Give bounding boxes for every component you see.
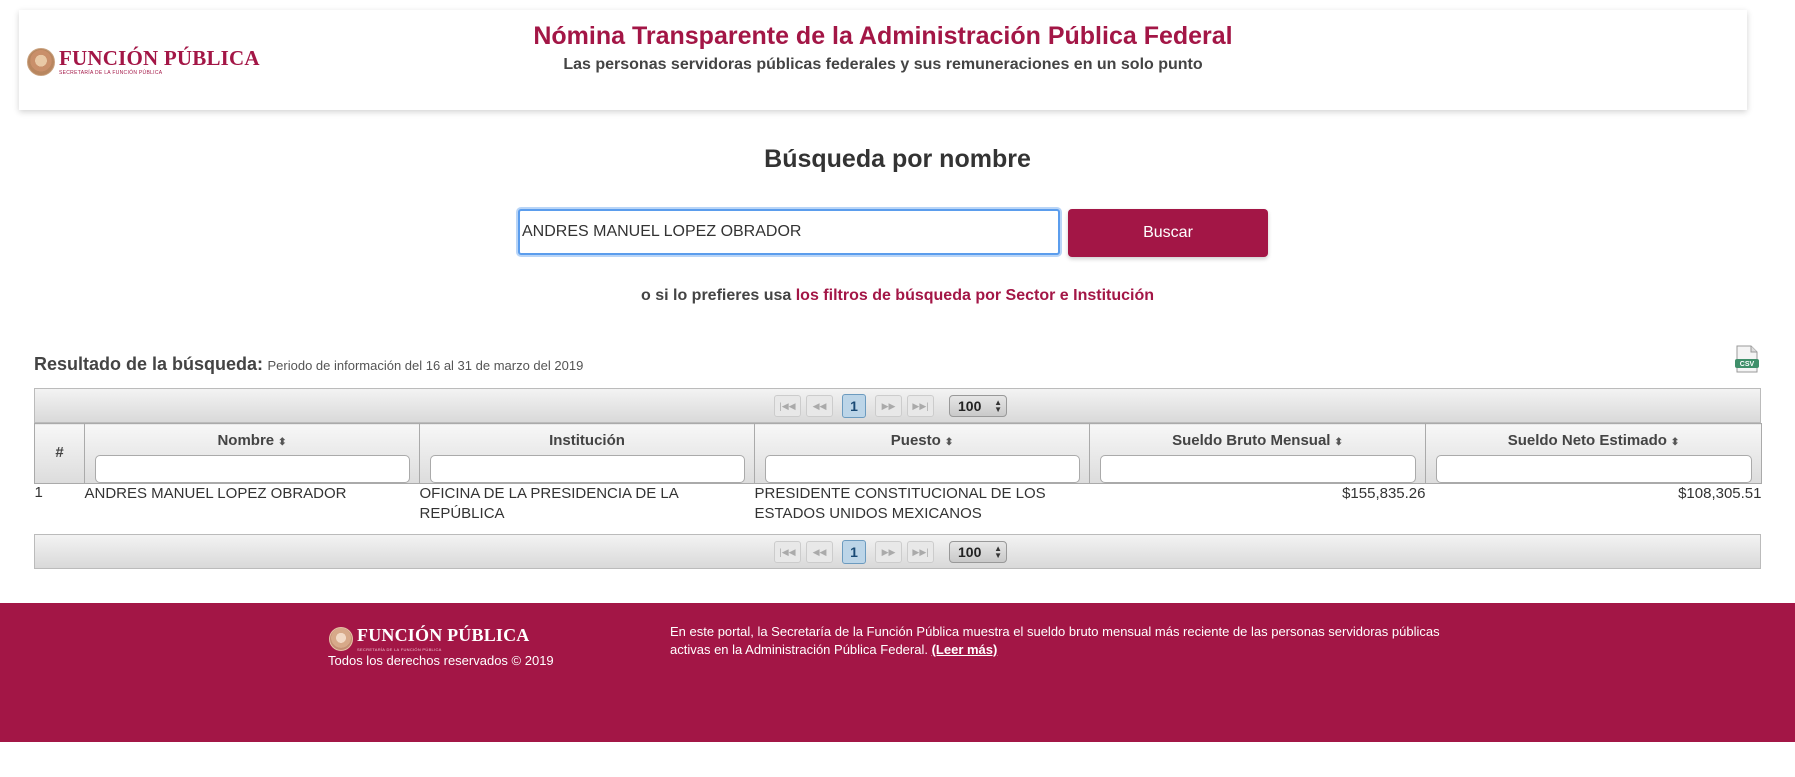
footer-description [670, 623, 1460, 659]
sort-icon[interactable]: ⬍ [1670, 437, 1680, 448]
logo-text: FUNCIÓN PÚBLICA [59, 46, 260, 70]
site-header [19, 10, 1747, 110]
select-arrows-icon: ▲ ▼ [994, 544, 1002, 560]
filter-puesto-input[interactable] [765, 455, 1080, 483]
next-page-button[interactable]: ▶▶ [875, 541, 902, 563]
site-footer [0, 603, 1795, 742]
footer-logo-subtext: SECRETARÍA DE LA FUNCIÓN PÚBLICA [357, 647, 442, 652]
row-number: 1 [34, 484, 43, 501]
results-label: Resultado de la búsqueda: [34, 354, 264, 374]
cell-neto: $108,305.51 [1678, 485, 1762, 502]
seal-icon [329, 627, 353, 651]
column-header-puesto[interactable]: Puesto ⬍ [755, 424, 1090, 484]
filters-hint [0, 287, 1795, 305]
filters-prefix: o si lo prefieres usa [641, 287, 792, 304]
sort-icon[interactable]: ⬍ [944, 437, 954, 448]
last-page-button[interactable]: ▶▶| [907, 541, 934, 563]
search-button[interactable]: Buscar [1068, 209, 1268, 257]
read-more-link[interactable]: (Leer más) [931, 642, 998, 657]
results-table [34, 423, 1762, 531]
column-header-bruto[interactable]: Sueldo Bruto Mensual ⬍ [1090, 424, 1426, 484]
pager-bottom [34, 534, 1761, 569]
current-page[interactable]: 1 [842, 540, 866, 564]
next-page-button[interactable]: ▶▶ [875, 395, 902, 417]
prev-page-button[interactable]: ◀◀ [806, 541, 833, 563]
table-row [35, 484, 1762, 532]
footer-logo-text: FUNCIÓN PÚBLICA [357, 625, 530, 645]
footer-text: En este portal, la Secretaría de la Función Pública muestra el sueldo bruto mensual más reciente de las personas servidoras públicas activas en la Administración Pública Federal. [670, 624, 1440, 657]
footer-rights: Todos los derechos reservados © 2019 [328, 653, 554, 668]
page-size-select[interactable] [949, 541, 1007, 563]
column-header-nombre[interactable]: Nombre ⬍ [85, 424, 420, 484]
first-page-button[interactable]: |◀◀ [774, 541, 801, 563]
cell-nombre: ANDRES MANUEL LOPEZ OBRADOR [84, 485, 347, 502]
page-size-value: 100 [958, 544, 982, 560]
last-page-button[interactable]: ▶▶| [907, 395, 934, 417]
first-page-button[interactable]: |◀◀ [774, 395, 801, 417]
results-period: Periodo de información del 16 al 31 de marzo del 2019 [267, 358, 584, 373]
page-title: Nómina Transparente de la Administración Pública Federal [533, 22, 1233, 50]
logo-subtext: SECRETARÍA DE LA FUNCIÓN PÚBLICA [59, 70, 163, 76]
svg-text:CSV: CSV [1739, 361, 1755, 368]
search-title: Búsqueda por nombre [764, 145, 1031, 173]
column-header-institucion[interactable]: Institución [420, 424, 755, 484]
prev-page-button[interactable]: ◀◀ [806, 395, 833, 417]
filter-bruto-input[interactable] [1100, 455, 1416, 483]
select-arrows-icon: ▲ ▼ [994, 398, 1002, 414]
csv-download-icon[interactable] [1734, 345, 1760, 373]
cell-institucion: OFICINA DE LA PRESIDENCIA DE LA REPÚBLICA [419, 485, 678, 522]
filter-nombre-input[interactable] [95, 455, 410, 483]
footer-logo[interactable] [329, 625, 530, 652]
cell-bruto: $155,835.26 [1342, 485, 1426, 502]
results-heading [34, 354, 583, 375]
filter-neto-input[interactable] [1436, 455, 1752, 483]
column-header-num: # [35, 424, 85, 484]
sort-icon[interactable]: ⬍ [278, 437, 287, 448]
page-size-select[interactable] [949, 395, 1007, 417]
cell-puesto: PRESIDENTE CONSTITUCIONAL DE LOS ESTADOS UNIDOS MEXICANOS [754, 485, 1046, 522]
pager-top [34, 388, 1761, 423]
search-input[interactable] [518, 209, 1060, 255]
filters-link[interactable]: los filtros de búsqueda por Sector e Institución [795, 287, 1154, 304]
page-subtitle: Las personas servidoras públicas federales y sus remuneraciones en un solo punto [563, 56, 1203, 73]
current-page[interactable]: 1 [842, 394, 866, 418]
column-header-neto[interactable]: Sueldo Neto Estimado ⬍ [1426, 424, 1762, 484]
page-size-value: 100 [958, 398, 982, 414]
sort-icon[interactable]: ⬍ [1334, 437, 1343, 448]
filter-institucion-input[interactable] [430, 455, 745, 483]
